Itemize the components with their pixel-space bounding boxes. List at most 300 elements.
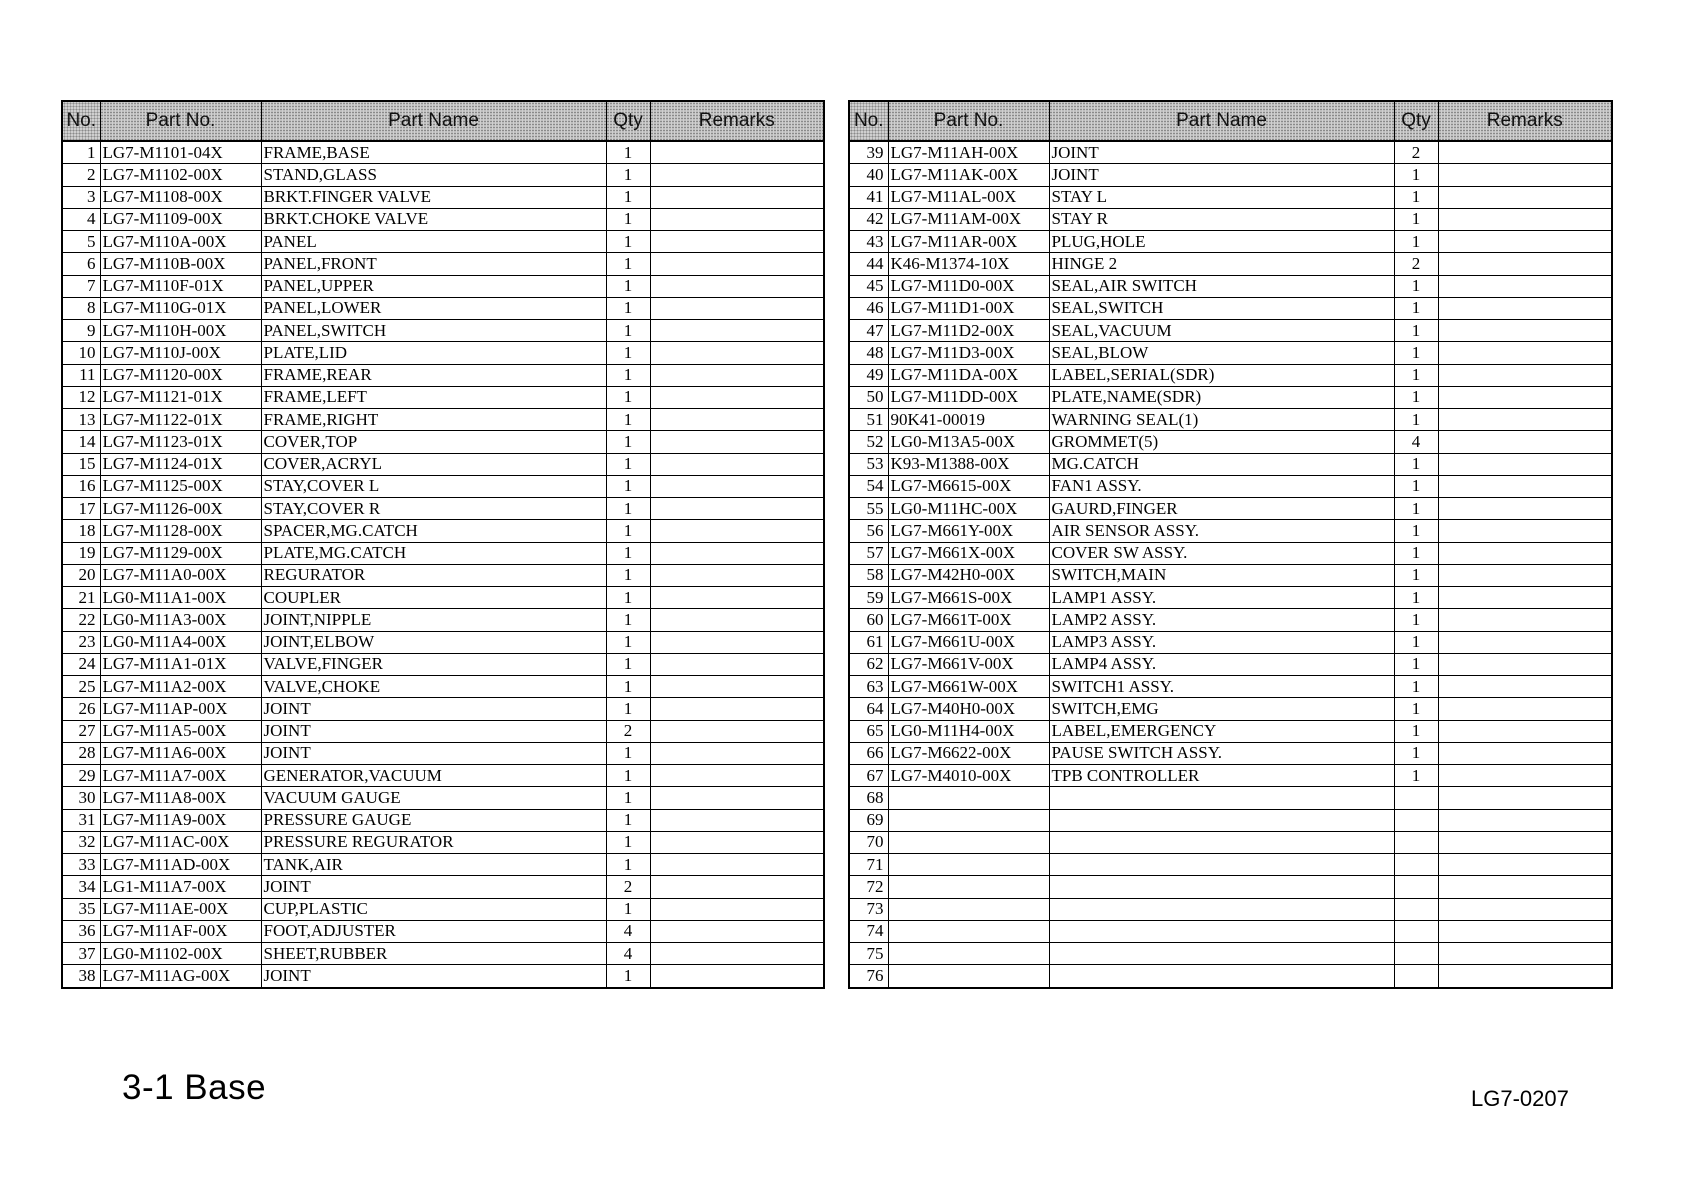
remarks-cell (1438, 920, 1612, 942)
table-row (62, 564, 824, 586)
row-number-cell: 65 (849, 720, 888, 742)
row-number-cell: 37 (62, 943, 100, 965)
row-number-cell: 26 (62, 698, 100, 720)
part-name-cell: PLATE,NAME(SDR) (1049, 386, 1394, 408)
part-number-cell: LG7-M1125-00X (100, 475, 261, 497)
table-row (62, 587, 824, 609)
table-row (62, 297, 824, 319)
quantity-cell: 1 (1394, 164, 1438, 186)
quantity-cell: 1 (1394, 208, 1438, 230)
quantity-cell: 1 (1394, 275, 1438, 297)
part-name-cell: SEAL,SWITCH (1049, 297, 1394, 319)
remarks-cell (650, 342, 824, 364)
remarks-cell (1438, 653, 1612, 675)
remarks-cell (650, 409, 824, 431)
remarks-cell (650, 386, 824, 408)
part-name-cell: VALVE,CHOKE (261, 676, 606, 698)
part-name-cell (1049, 876, 1394, 898)
table-row (849, 342, 1612, 364)
row-number-cell: 12 (62, 386, 100, 408)
quantity-cell: 1 (606, 587, 650, 609)
row-number-cell: 16 (62, 475, 100, 497)
part-name-cell: STAY,COVER R (261, 498, 606, 520)
remarks-cell (650, 498, 824, 520)
part-name-cell: GROMMET(5) (1049, 431, 1394, 453)
part-name-cell: COVER SW ASSY. (1049, 542, 1394, 564)
table-row (849, 876, 1612, 898)
row-number-cell: 68 (849, 787, 888, 809)
part-number-cell: LG7-M11DD-00X (888, 386, 1049, 408)
quantity-cell: 4 (1394, 431, 1438, 453)
quantity-cell: 1 (606, 364, 650, 386)
part-number-cell: LG7-M11A0-00X (100, 564, 261, 586)
remarks-cell (1438, 231, 1612, 253)
remarks-cell (1438, 742, 1612, 764)
table-row (62, 320, 824, 342)
remarks-cell (1438, 943, 1612, 965)
part-number-cell: LG7-M1120-00X (100, 364, 261, 386)
row-number-cell: 21 (62, 587, 100, 609)
row-number-cell: 9 (62, 320, 100, 342)
row-number-cell: 29 (62, 765, 100, 787)
row-number-cell: 19 (62, 542, 100, 564)
quantity-cell: 1 (606, 631, 650, 653)
row-number-cell: 6 (62, 253, 100, 275)
remarks-cell (1438, 475, 1612, 497)
part-name-cell: GAURD,FINGER (1049, 498, 1394, 520)
part-name-cell: PANEL,LOWER (261, 297, 606, 319)
part-name-cell: TPB CONTROLLER (1049, 765, 1394, 787)
part-name-cell: JOINT (1049, 141, 1394, 164)
remarks-cell (1438, 809, 1612, 831)
part-number-cell: LG7-M11DA-00X (888, 364, 1049, 386)
remarks-cell (1438, 765, 1612, 787)
table-row (849, 320, 1612, 342)
quantity-cell: 1 (606, 698, 650, 720)
header-part-no: Part No. (100, 101, 261, 141)
remarks-cell (650, 765, 824, 787)
part-number-cell: LG7-M1123-01X (100, 431, 261, 453)
row-number-cell: 24 (62, 653, 100, 675)
remarks-cell (1438, 787, 1612, 809)
table-row (62, 765, 824, 787)
part-number-cell: LG7-M11D0-00X (888, 275, 1049, 297)
part-number-cell: LG0-M11H4-00X (888, 720, 1049, 742)
part-number-cell: LG7-M11AR-00X (888, 231, 1049, 253)
row-number-cell: 2 (62, 164, 100, 186)
part-number-cell: LG7-M11AD-00X (100, 854, 261, 876)
quantity-cell: 1 (606, 520, 650, 542)
row-number-cell: 53 (849, 453, 888, 475)
part-name-cell: PRESSURE GAUGE (261, 809, 606, 831)
header-qty: Qty (1394, 101, 1438, 141)
part-number-cell: LG7-M110J-00X (100, 342, 261, 364)
row-number-cell: 13 (62, 409, 100, 431)
remarks-cell (1438, 453, 1612, 475)
table-row (849, 631, 1612, 653)
quantity-cell: 2 (606, 876, 650, 898)
quantity-cell: 1 (606, 787, 650, 809)
quantity-cell: 1 (1394, 386, 1438, 408)
part-number-cell: LG7-M11AK-00X (888, 164, 1049, 186)
part-name-cell (1049, 965, 1394, 988)
table-row (62, 943, 824, 965)
remarks-cell (650, 208, 824, 230)
quantity-cell: 1 (606, 320, 650, 342)
part-number-cell: LG7-M1129-00X (100, 542, 261, 564)
row-number-cell: 47 (849, 320, 888, 342)
quantity-cell: 1 (1394, 186, 1438, 208)
quantity-cell (1394, 809, 1438, 831)
table-row (849, 409, 1612, 431)
part-name-cell: LAMP3 ASSY. (1049, 631, 1394, 653)
part-name-cell: SHEET,RUBBER (261, 943, 606, 965)
quantity-cell: 1 (606, 453, 650, 475)
table-row (62, 920, 824, 942)
header-part-no: Part No. (888, 101, 1049, 141)
remarks-cell (650, 231, 824, 253)
part-number-cell: LG7-M1121-01X (100, 386, 261, 408)
row-number-cell: 1 (62, 141, 100, 164)
part-name-cell: JOINT (261, 742, 606, 764)
part-number-cell: 90K41-00019 (888, 409, 1049, 431)
row-number-cell: 52 (849, 431, 888, 453)
quantity-cell: 1 (606, 653, 650, 675)
table-row (62, 876, 824, 898)
part-number-cell: LG7-M11A7-00X (100, 765, 261, 787)
row-number-cell: 32 (62, 831, 100, 853)
remarks-cell (1438, 431, 1612, 453)
quantity-cell: 1 (606, 965, 650, 988)
remarks-cell (1438, 854, 1612, 876)
part-number-cell: LG7-M661W-00X (888, 676, 1049, 698)
row-number-cell: 33 (62, 854, 100, 876)
quantity-cell: 1 (606, 164, 650, 186)
table-row (849, 742, 1612, 764)
table-row (849, 297, 1612, 319)
table-row (62, 965, 824, 988)
table-row (849, 809, 1612, 831)
remarks-cell (1438, 297, 1612, 319)
part-number-cell: LG7-M110G-01X (100, 297, 261, 319)
row-number-cell: 55 (849, 498, 888, 520)
part-number-cell: LG7-M1102-00X (100, 164, 261, 186)
quantity-cell: 1 (606, 831, 650, 853)
row-number-cell: 63 (849, 676, 888, 698)
quantity-cell: 1 (606, 765, 650, 787)
part-number-cell: LG1-M11A7-00X (100, 876, 261, 898)
remarks-cell (1438, 386, 1612, 408)
quantity-cell: 4 (606, 943, 650, 965)
quantity-cell (1394, 965, 1438, 988)
quantity-cell: 1 (606, 297, 650, 319)
header-qty: Qty (606, 101, 650, 141)
table-row (849, 231, 1612, 253)
row-number-cell: 58 (849, 564, 888, 586)
row-number-cell: 25 (62, 676, 100, 698)
table-row (62, 698, 824, 720)
part-name-cell: LABEL,SERIAL(SDR) (1049, 364, 1394, 386)
table-row (62, 364, 824, 386)
table-row (62, 475, 824, 497)
row-number-cell: 49 (849, 364, 888, 386)
row-number-cell: 44 (849, 253, 888, 275)
part-number-cell (888, 831, 1049, 853)
quantity-cell: 1 (1394, 475, 1438, 497)
part-number-cell: LG7-M11D1-00X (888, 297, 1049, 319)
header-part-name: Part Name (261, 101, 606, 141)
row-number-cell: 46 (849, 297, 888, 319)
row-number-cell: 15 (62, 453, 100, 475)
part-number-cell: LG0-M13A5-00X (888, 431, 1049, 453)
part-number-cell: LG0-M11A3-00X (100, 609, 261, 631)
table-row (849, 253, 1612, 275)
table-row (62, 141, 824, 164)
quantity-cell (1394, 854, 1438, 876)
quantity-cell: 1 (1394, 720, 1438, 742)
row-number-cell: 10 (62, 342, 100, 364)
table-row (62, 186, 824, 208)
part-name-cell: PANEL,FRONT (261, 253, 606, 275)
row-number-cell: 17 (62, 498, 100, 520)
quantity-cell: 2 (606, 720, 650, 742)
table-row (849, 831, 1612, 853)
remarks-cell (650, 698, 824, 720)
part-number-cell (888, 920, 1049, 942)
part-name-cell: STAY,COVER L (261, 475, 606, 497)
quantity-cell: 1 (1394, 342, 1438, 364)
quantity-cell: 1 (1394, 631, 1438, 653)
remarks-cell (650, 742, 824, 764)
quantity-cell: 2 (1394, 141, 1438, 164)
row-number-cell: 30 (62, 787, 100, 809)
part-number-cell (888, 965, 1049, 988)
part-number-cell: LG0-M11A1-00X (100, 587, 261, 609)
row-number-cell: 4 (62, 208, 100, 230)
remarks-cell (1438, 609, 1612, 631)
table-row (62, 520, 824, 542)
row-number-cell: 23 (62, 631, 100, 653)
quantity-cell: 4 (606, 920, 650, 942)
table-row (62, 609, 824, 631)
quantity-cell: 1 (606, 231, 650, 253)
quantity-cell: 1 (1394, 676, 1438, 698)
remarks-cell (1438, 409, 1612, 431)
table-row (62, 342, 824, 364)
row-number-cell: 39 (849, 141, 888, 164)
remarks-cell (1438, 898, 1612, 920)
row-number-cell: 18 (62, 520, 100, 542)
table-row (849, 676, 1612, 698)
part-number-cell (888, 876, 1049, 898)
remarks-cell (650, 920, 824, 942)
part-name-cell (1049, 831, 1394, 853)
remarks-cell (1438, 542, 1612, 564)
parts-table-right (848, 100, 1613, 989)
remarks-cell (1438, 698, 1612, 720)
part-name-cell: PRESSURE REGURATOR (261, 831, 606, 853)
part-name-cell: JOINT (261, 965, 606, 988)
remarks-cell (1438, 498, 1612, 520)
part-number-cell: LG7-M661X-00X (888, 542, 1049, 564)
part-name-cell: FRAME,RIGHT (261, 409, 606, 431)
table-row (62, 409, 824, 431)
part-name-cell: MG.CATCH (1049, 453, 1394, 475)
quantity-cell: 1 (606, 186, 650, 208)
part-number-cell: LG7-M1126-00X (100, 498, 261, 520)
quantity-cell: 1 (606, 141, 650, 164)
remarks-cell (650, 720, 824, 742)
remarks-cell (1438, 587, 1612, 609)
row-number-cell: 48 (849, 342, 888, 364)
remarks-cell (650, 253, 824, 275)
remarks-cell (650, 876, 824, 898)
quantity-cell: 1 (1394, 498, 1438, 520)
table-row (62, 164, 824, 186)
part-name-cell: BRKT.FINGER VALVE (261, 186, 606, 208)
part-name-cell: SWITCH,MAIN (1049, 564, 1394, 586)
table-row (849, 587, 1612, 609)
part-name-cell: FOOT,ADJUSTER (261, 920, 606, 942)
row-number-cell: 11 (62, 364, 100, 386)
remarks-cell (650, 453, 824, 475)
remarks-cell (650, 631, 824, 653)
part-number-cell: LG7-M6615-00X (888, 475, 1049, 497)
row-number-cell: 76 (849, 965, 888, 988)
remarks-cell (650, 609, 824, 631)
header-no: No. (849, 101, 888, 141)
part-number-cell: LG7-M661T-00X (888, 609, 1049, 631)
quantity-cell: 1 (1394, 765, 1438, 787)
quantity-cell (1394, 898, 1438, 920)
part-name-cell: VACUUM GAUGE (261, 787, 606, 809)
table-row (849, 943, 1612, 965)
remarks-cell (650, 164, 824, 186)
part-number-cell: LG7-M6622-00X (888, 742, 1049, 764)
part-name-cell: PLUG,HOLE (1049, 231, 1394, 253)
remarks-cell (1438, 520, 1612, 542)
part-name-cell: JOINT (261, 720, 606, 742)
part-number-cell: LG7-M1108-00X (100, 186, 261, 208)
part-number-cell: LG7-M11A6-00X (100, 742, 261, 764)
table-row (62, 453, 824, 475)
quantity-cell: 1 (1394, 587, 1438, 609)
row-number-cell: 50 (849, 386, 888, 408)
row-number-cell: 74 (849, 920, 888, 942)
part-number-cell: LG7-M11A9-00X (100, 809, 261, 831)
part-number-cell (888, 854, 1049, 876)
table-row (62, 208, 824, 230)
row-number-cell: 5 (62, 231, 100, 253)
quantity-cell (1394, 787, 1438, 809)
part-number-cell: LG7-M1101-04X (100, 141, 261, 164)
table-row (849, 787, 1612, 809)
remarks-cell (650, 141, 824, 164)
header-remarks: Remarks (1438, 101, 1612, 141)
part-name-cell: SEAL,AIR SWITCH (1049, 275, 1394, 297)
part-number-cell: LG7-M11A5-00X (100, 720, 261, 742)
part-name-cell: TANK,AIR (261, 854, 606, 876)
table-row (849, 653, 1612, 675)
part-name-cell: SEAL,VACUUM (1049, 320, 1394, 342)
part-number-cell: LG7-M11D2-00X (888, 320, 1049, 342)
table-row (62, 809, 824, 831)
remarks-cell (1438, 965, 1612, 988)
part-name-cell (1049, 943, 1394, 965)
table-header-row (849, 101, 1612, 141)
remarks-cell (1438, 831, 1612, 853)
header-part-name: Part Name (1049, 101, 1394, 141)
row-number-cell: 59 (849, 587, 888, 609)
part-number-cell: LG7-M11A8-00X (100, 787, 261, 809)
part-name-cell: JOINT,ELBOW (261, 631, 606, 653)
part-number-cell: LG7-M110H-00X (100, 320, 261, 342)
part-number-cell: LG7-M661U-00X (888, 631, 1049, 653)
part-number-cell: LG7-M11AG-00X (100, 965, 261, 988)
remarks-cell (650, 297, 824, 319)
remarks-cell (650, 320, 824, 342)
remarks-cell (1438, 364, 1612, 386)
parts-table-left (61, 100, 825, 989)
table-row (62, 498, 824, 520)
part-name-cell: SEAL,BLOW (1049, 342, 1394, 364)
remarks-cell (1438, 631, 1612, 653)
row-number-cell: 27 (62, 720, 100, 742)
remarks-cell (1438, 720, 1612, 742)
table-row (849, 965, 1612, 988)
table-row (62, 742, 824, 764)
remarks-cell (1438, 676, 1612, 698)
part-name-cell: JOINT (261, 698, 606, 720)
part-number-cell: LG7-M11AC-00X (100, 831, 261, 853)
part-name-cell: AIR SENSOR ASSY. (1049, 520, 1394, 542)
quantity-cell: 1 (1394, 742, 1438, 764)
remarks-cell (650, 364, 824, 386)
row-number-cell: 69 (849, 809, 888, 831)
part-name-cell: LABEL,EMERGENCY (1049, 720, 1394, 742)
part-name-cell: BRKT.CHOKE VALVE (261, 208, 606, 230)
part-name-cell: WARNING SEAL(1) (1049, 409, 1394, 431)
part-name-cell: PLATE,MG.CATCH (261, 542, 606, 564)
table-row (849, 275, 1612, 297)
row-number-cell: 62 (849, 653, 888, 675)
part-number-cell: LG7-M661Y-00X (888, 520, 1049, 542)
remarks-cell (650, 564, 824, 586)
table-row (849, 164, 1612, 186)
table-row (62, 275, 824, 297)
row-number-cell: 43 (849, 231, 888, 253)
remarks-cell (650, 653, 824, 675)
row-number-cell: 14 (62, 431, 100, 453)
part-number-cell: LG7-M11AM-00X (888, 208, 1049, 230)
quantity-cell: 1 (1394, 542, 1438, 564)
part-name-cell: LAMP4 ASSY. (1049, 653, 1394, 675)
part-name-cell: FRAME,BASE (261, 141, 606, 164)
row-number-cell: 36 (62, 920, 100, 942)
part-number-cell: K46-M1374-10X (888, 253, 1049, 275)
row-number-cell: 60 (849, 609, 888, 631)
part-name-cell: HINGE 2 (1049, 253, 1394, 275)
remarks-cell (650, 431, 824, 453)
remarks-cell (1438, 186, 1612, 208)
part-name-cell: STAND,GLASS (261, 164, 606, 186)
row-number-cell: 35 (62, 898, 100, 920)
part-number-cell: LG7-M110A-00X (100, 231, 261, 253)
table-row (849, 141, 1612, 164)
table-row (62, 831, 824, 853)
part-number-cell: LG7-M11A2-00X (100, 676, 261, 698)
part-name-cell: VALVE,FINGER (261, 653, 606, 675)
